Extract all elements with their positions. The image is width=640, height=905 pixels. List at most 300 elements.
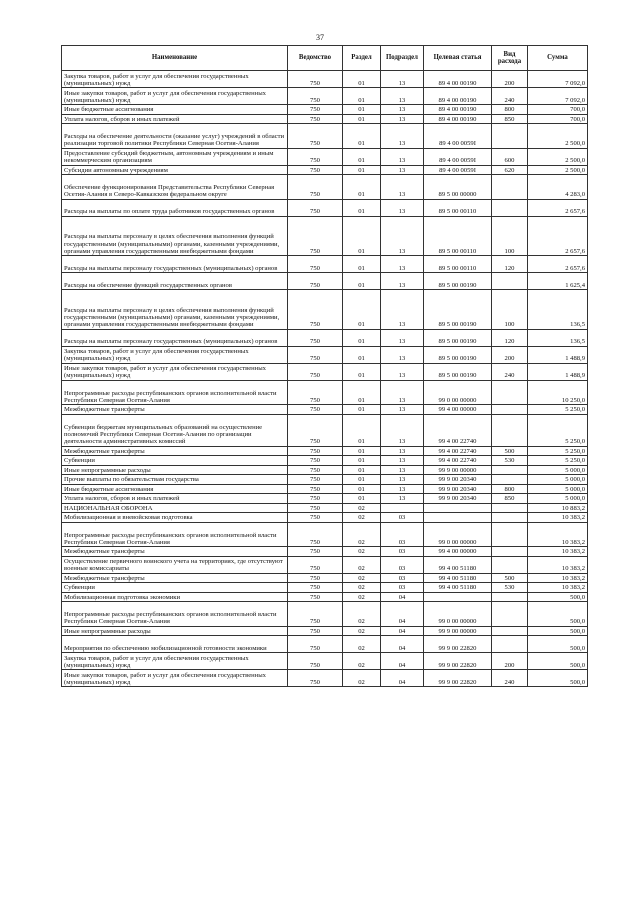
row-amount: 700,0 <box>528 114 588 124</box>
row-department: 750 <box>288 124 343 149</box>
row-section: 02 <box>343 670 381 687</box>
row-subsection: 13 <box>381 114 424 124</box>
row-subsection: 04 <box>381 602 424 627</box>
row-subsection: 13 <box>381 346 424 363</box>
row-subsection: 13 <box>381 199 424 216</box>
table-row <box>62 465 588 475</box>
row-subsection: 03 <box>381 513 424 523</box>
row-name: Расходы на выплаты персоналу в целях обеспечения выполнения функций государственными (муниципальными) органами, казенными учреждениями, органами управления государственными внебюджетными фондами <box>62 290 288 330</box>
row-target-item: 99 4 00 22740 <box>424 414 492 446</box>
row-section: 01 <box>343 175 381 200</box>
table-row <box>62 602 588 627</box>
row-amount: 500,0 <box>528 626 588 636</box>
row-department: 750 <box>288 216 343 256</box>
row-subsection: 13 <box>381 484 424 494</box>
table-row <box>62 105 588 115</box>
row-name: Иные бюджетные ассигнования <box>62 105 288 115</box>
header-name: Наименование <box>62 46 288 71</box>
row-section: 02 <box>343 547 381 557</box>
row-expense-type: 120 <box>492 256 528 273</box>
table-row <box>62 670 588 687</box>
row-amount: 10 383,2 <box>528 556 588 573</box>
table-row <box>62 484 588 494</box>
row-expense-type: 100 <box>492 216 528 256</box>
row-subsection: 03 <box>381 556 424 573</box>
row-amount: 2 500,0 <box>528 165 588 175</box>
table-row <box>62 329 588 346</box>
row-name: Иные закупки товаров, работ и услуг для обеспечения государственных (муниципальных) нужд <box>62 88 288 105</box>
row-section: 01 <box>343 414 381 446</box>
row-subsection: 04 <box>381 670 424 687</box>
row-expense-type: 120 <box>492 329 528 346</box>
row-name: Непрограммные расходы республиканских органов исполнительной власти Республики Северная Осетия-Алания <box>62 602 288 627</box>
row-subsection: 13 <box>381 446 424 456</box>
row-subsection: 13 <box>381 148 424 165</box>
row-amount: 1 625,4 <box>528 273 588 290</box>
row-section: 01 <box>343 199 381 216</box>
row-name: Межбюджетные трансферты <box>62 547 288 557</box>
row-subsection: 13 <box>381 165 424 175</box>
row-name: Расходы на обеспечение функций государственных органов <box>62 273 288 290</box>
row-section: 01 <box>343 346 381 363</box>
row-target-item: 99 9 00 20340 <box>424 475 492 485</box>
row-target-item: 89 5 00 00190 <box>424 273 492 290</box>
row-target-item: 99 9 00 00000 <box>424 626 492 636</box>
row-expense-type: 240 <box>492 88 528 105</box>
row-subsection: 13 <box>381 256 424 273</box>
row-section: 01 <box>343 105 381 115</box>
row-department: 750 <box>288 165 343 175</box>
row-amount: 10 383,2 <box>528 513 588 523</box>
row-department: 750 <box>288 670 343 687</box>
row-expense-type: 200 <box>492 71 528 88</box>
table-row <box>62 513 588 523</box>
row-department: 750 <box>288 602 343 627</box>
row-subsection: 13 <box>381 456 424 466</box>
row-target-item: 89 5 00 00190 <box>424 290 492 330</box>
row-target-item: 99 9 00 22820 <box>424 670 492 687</box>
row-subsection: 04 <box>381 592 424 602</box>
row-target-item: 99 9 00 20340 <box>424 484 492 494</box>
row-subsection: 13 <box>381 71 424 88</box>
table-row <box>62 475 588 485</box>
row-section: 01 <box>343 273 381 290</box>
row-department: 750 <box>288 71 343 88</box>
row-department: 750 <box>288 583 343 593</box>
row-target-item: 99 4 00 51180 <box>424 556 492 573</box>
row-subsection: 04 <box>381 626 424 636</box>
row-section: 02 <box>343 592 381 602</box>
row-section: 01 <box>343 465 381 475</box>
row-amount: 7 092,0 <box>528 88 588 105</box>
row-subsection: 13 <box>381 290 424 330</box>
row-expense-type: 200 <box>492 653 528 670</box>
row-amount: 4 283,0 <box>528 175 588 200</box>
row-section: 01 <box>343 256 381 273</box>
row-target-item: 99 9 00 22820 <box>424 636 492 653</box>
row-section: 02 <box>343 556 381 573</box>
row-expense-type <box>492 273 528 290</box>
row-expense-type <box>492 626 528 636</box>
row-section: 01 <box>343 329 381 346</box>
row-department: 750 <box>288 556 343 573</box>
row-target-item: 89 4 00 00190 <box>424 88 492 105</box>
row-expense-type <box>492 513 528 523</box>
header-subsection: Подраздел <box>381 46 424 71</box>
row-name: Расходы на выплаты персоналу государственных (муниципальных) органов <box>62 329 288 346</box>
row-section: 02 <box>343 653 381 670</box>
row-amount: 5 250,0 <box>528 414 588 446</box>
row-name: Иные бюджетные ассигнования <box>62 484 288 494</box>
row-subsection: 13 <box>381 414 424 446</box>
row-expense-type: 500 <box>492 573 528 583</box>
row-expense-type: 530 <box>492 583 528 593</box>
row-expense-type <box>492 547 528 557</box>
row-amount: 10 383,2 <box>528 573 588 583</box>
table-row <box>62 636 588 653</box>
row-name: Расходы на обеспечение деятельности (оказание услуг) учреждений в области реализации торговой политики Республики Северная Осетия-Алания <box>62 124 288 149</box>
table-row <box>62 556 588 573</box>
row-expense-type <box>492 522 528 547</box>
row-name: Иные закупки товаров, работ и услуг для обеспечения государственных (муниципальных) нужд <box>62 670 288 687</box>
row-amount: 2 657,6 <box>528 199 588 216</box>
row-name: Уплата налогов, сборов и иных платежей <box>62 114 288 124</box>
row-amount: 10 383,2 <box>528 583 588 593</box>
table-row <box>62 414 588 446</box>
row-department: 750 <box>288 256 343 273</box>
row-target-item: 99 4 00 22740 <box>424 446 492 456</box>
row-section: 01 <box>343 456 381 466</box>
row-department: 750 <box>288 405 343 415</box>
row-subsection: 13 <box>381 465 424 475</box>
row-expense-type: 240 <box>492 363 528 380</box>
row-amount: 2 657,6 <box>528 216 588 256</box>
row-subsection: 13 <box>381 329 424 346</box>
row-department: 750 <box>288 456 343 466</box>
row-amount: 10 250,0 <box>528 380 588 405</box>
table-row <box>62 148 588 165</box>
row-amount: 5 000,0 <box>528 484 588 494</box>
row-subsection: 03 <box>381 547 424 557</box>
row-subsection: 13 <box>381 88 424 105</box>
table-row <box>62 522 588 547</box>
row-target-item: 99 0 00 00000 <box>424 602 492 627</box>
table-row <box>62 165 588 175</box>
row-section: 01 <box>343 148 381 165</box>
row-name: Предоставление субсидий бюджетным, автономным учреждениям и иным некоммерческим организациям <box>62 148 288 165</box>
row-section: 02 <box>343 573 381 583</box>
row-name: Уплата налогов, сборов и иных платежей <box>62 494 288 504</box>
row-name: НАЦИОНАЛЬНАЯ ОБОРОНА <box>62 503 288 513</box>
table-row <box>62 494 588 504</box>
table-row <box>62 626 588 636</box>
row-amount: 5 000,0 <box>528 494 588 504</box>
row-section: 01 <box>343 405 381 415</box>
row-section: 01 <box>343 71 381 88</box>
row-department: 750 <box>288 175 343 200</box>
row-expense-type <box>492 405 528 415</box>
row-subsection: 13 <box>381 216 424 256</box>
row-amount: 500,0 <box>528 602 588 627</box>
row-name: Мероприятия по обеспечению мобилизационной готовности экономики <box>62 636 288 653</box>
row-name: Обеспечение функционирования Представительства Республики Северная Осетия-Алания в Северо-Кавказском федеральном округе <box>62 175 288 200</box>
row-department: 750 <box>288 329 343 346</box>
row-expense-type: 600 <box>492 148 528 165</box>
row-name: Межбюджетные трансферты <box>62 405 288 415</box>
row-expense-type: 800 <box>492 484 528 494</box>
row-section: 01 <box>343 165 381 175</box>
row-name: Иные непрограммные расходы <box>62 626 288 636</box>
row-department: 750 <box>288 636 343 653</box>
row-expense-type <box>492 465 528 475</box>
row-expense-type <box>492 124 528 149</box>
row-target-item: 89 4 00 0059I <box>424 165 492 175</box>
table-row <box>62 456 588 466</box>
row-expense-type: 530 <box>492 456 528 466</box>
row-target-item: 89 5 00 00110 <box>424 256 492 273</box>
row-name: Межбюджетные трансферты <box>62 573 288 583</box>
row-target-item: 99 4 00 22740 <box>424 456 492 466</box>
row-expense-type <box>492 380 528 405</box>
table-row <box>62 446 588 456</box>
row-amount: 500,0 <box>528 592 588 602</box>
row-department: 750 <box>288 363 343 380</box>
row-section: 01 <box>343 216 381 256</box>
header-section: Раздел <box>343 46 381 71</box>
row-subsection: 13 <box>381 363 424 380</box>
row-department: 750 <box>288 573 343 583</box>
row-subsection: 13 <box>381 475 424 485</box>
row-department: 750 <box>288 465 343 475</box>
row-target-item <box>424 592 492 602</box>
row-department: 750 <box>288 290 343 330</box>
header-expense-type: Вид расхода <box>492 46 528 71</box>
row-target-item: 89 5 00 00190 <box>424 363 492 380</box>
table-row <box>62 583 588 593</box>
row-name: Расходы на выплаты по оплате труда работников государственных органов <box>62 199 288 216</box>
row-section: 01 <box>343 475 381 485</box>
row-subsection <box>381 503 424 513</box>
table-row <box>62 71 588 88</box>
row-name: Иные закупки товаров, работ и услуг для обеспечения государственных (муниципальных) нужд <box>62 363 288 380</box>
row-expense-type <box>492 199 528 216</box>
row-name: Субсидии автономным учреждениям <box>62 165 288 175</box>
row-section: 01 <box>343 114 381 124</box>
row-department: 750 <box>288 148 343 165</box>
row-target-item <box>424 513 492 523</box>
row-subsection: 13 <box>381 105 424 115</box>
row-section: 01 <box>343 88 381 105</box>
table-row <box>62 256 588 273</box>
row-target-item: 99 9 00 20340 <box>424 494 492 504</box>
row-amount: 1 488,9 <box>528 346 588 363</box>
page-number: 37 <box>316 33 324 42</box>
row-section: 02 <box>343 602 381 627</box>
row-subsection: 04 <box>381 636 424 653</box>
row-section: 01 <box>343 363 381 380</box>
row-expense-type: 500 <box>492 446 528 456</box>
row-amount: 136,5 <box>528 290 588 330</box>
row-expense-type: 850 <box>492 494 528 504</box>
row-target-item: 89 4 00 0059I <box>424 148 492 165</box>
row-department: 750 <box>288 503 343 513</box>
row-expense-type <box>492 503 528 513</box>
table-row <box>62 175 588 200</box>
table-row <box>62 346 588 363</box>
row-department: 750 <box>288 199 343 216</box>
row-target-item: 89 5 00 00110 <box>424 199 492 216</box>
row-amount: 10 883,2 <box>528 503 588 513</box>
row-expense-type: 620 <box>492 165 528 175</box>
row-expense-type <box>492 636 528 653</box>
row-subsection: 03 <box>381 522 424 547</box>
header-target-item: Целевая статья <box>424 46 492 71</box>
row-section: 02 <box>343 503 381 513</box>
row-department: 750 <box>288 273 343 290</box>
row-target-item: 89 5 00 00190 <box>424 329 492 346</box>
row-department: 750 <box>288 446 343 456</box>
row-expense-type <box>492 602 528 627</box>
row-section: 01 <box>343 124 381 149</box>
row-amount: 7 092,0 <box>528 71 588 88</box>
row-department: 750 <box>288 484 343 494</box>
row-name: Иные непрограммные расходы <box>62 465 288 475</box>
row-section: 01 <box>343 494 381 504</box>
row-subsection: 03 <box>381 573 424 583</box>
row-expense-type <box>492 475 528 485</box>
row-name: Межбюджетные трансферты <box>62 446 288 456</box>
row-department: 750 <box>288 592 343 602</box>
table-row <box>62 503 588 513</box>
row-expense-type: 800 <box>492 105 528 115</box>
row-department: 750 <box>288 547 343 557</box>
row-expense-type <box>492 592 528 602</box>
row-section: 02 <box>343 583 381 593</box>
row-subsection: 13 <box>381 405 424 415</box>
row-amount: 5 000,0 <box>528 475 588 485</box>
row-amount: 5 250,0 <box>528 456 588 466</box>
row-amount: 500,0 <box>528 670 588 687</box>
row-subsection: 13 <box>381 380 424 405</box>
row-section: 02 <box>343 636 381 653</box>
row-section: 02 <box>343 626 381 636</box>
row-section: 01 <box>343 484 381 494</box>
row-name: Мобилизационная и вневойсковая подготовка <box>62 513 288 523</box>
table-row <box>62 88 588 105</box>
row-amount: 2 500,0 <box>528 124 588 149</box>
row-target-item: 89 4 00 0059I <box>424 124 492 149</box>
row-subsection: 13 <box>381 494 424 504</box>
row-name: Закупка товаров, работ и услуг для обеспечения государственных (муниципальных) нужд <box>62 653 288 670</box>
row-target-item: 99 9 00 22820 <box>424 653 492 670</box>
row-amount: 1 488,9 <box>528 363 588 380</box>
row-target-item: 99 4 00 51180 <box>424 583 492 593</box>
row-amount: 136,5 <box>528 329 588 346</box>
row-section: 01 <box>343 290 381 330</box>
row-amount: 10 383,2 <box>528 547 588 557</box>
row-name: Субвенции <box>62 456 288 466</box>
row-name: Непрограммные расходы республиканских органов исполнительной власти Республики Северная Осетия-Алания <box>62 522 288 547</box>
table-header-row <box>62 46 588 71</box>
table-row <box>62 124 588 149</box>
row-subsection: 13 <box>381 124 424 149</box>
row-department: 750 <box>288 88 343 105</box>
row-name: Осуществление первичного воинского учета на территориях, где отсутствуют военные комиссариаты <box>62 556 288 573</box>
row-expense-type: 240 <box>492 670 528 687</box>
row-name: Закупка товаров, работ и услуг для обеспечения государственных (муниципальных) нужд <box>62 346 288 363</box>
row-amount: 2 500,0 <box>528 148 588 165</box>
row-target-item: 99 4 00 51180 <box>424 573 492 583</box>
row-expense-type <box>492 414 528 446</box>
row-target-item: 89 4 00 00190 <box>424 114 492 124</box>
row-amount: 10 383,2 <box>528 522 588 547</box>
table-row <box>62 573 588 583</box>
table-row <box>62 547 588 557</box>
table-row <box>62 380 588 405</box>
row-target-item: 99 0 00 00000 <box>424 522 492 547</box>
row-amount: 500,0 <box>528 636 588 653</box>
table-row <box>62 653 588 670</box>
row-section: 01 <box>343 380 381 405</box>
row-department: 750 <box>288 380 343 405</box>
row-amount: 700,0 <box>528 105 588 115</box>
row-name: Расходы на выплаты персоналу государственных (муниципальных) органов <box>62 256 288 273</box>
row-section: 01 <box>343 446 381 456</box>
row-target-item: 99 4 00 00000 <box>424 547 492 557</box>
row-name: Субвенции бюджетам муниципальных образований на осуществление полномочий Республики Северная Осетия-Алания по организации деятельности административных комиссий <box>62 414 288 446</box>
row-target-item: 99 0 00 00000 <box>424 380 492 405</box>
table-row <box>62 199 588 216</box>
row-target-item: 89 5 00 00000 <box>424 175 492 200</box>
row-department: 750 <box>288 522 343 547</box>
row-expense-type: 850 <box>492 114 528 124</box>
row-amount: 2 657,6 <box>528 256 588 273</box>
row-department: 750 <box>288 475 343 485</box>
row-expense-type: 100 <box>492 290 528 330</box>
header-amount: Сумма <box>528 46 588 71</box>
row-subsection: 03 <box>381 583 424 593</box>
row-name: Субвенции <box>62 583 288 593</box>
row-subsection: 04 <box>381 653 424 670</box>
row-subsection: 13 <box>381 175 424 200</box>
table-row <box>62 273 588 290</box>
row-name: Мобилизационная подготовка экономики <box>62 592 288 602</box>
table-row <box>62 405 588 415</box>
table-row <box>62 114 588 124</box>
table-row <box>62 290 588 330</box>
table-row <box>62 363 588 380</box>
row-target-item: 89 5 00 00110 <box>424 216 492 256</box>
row-section: 02 <box>343 522 381 547</box>
row-amount: 5 250,0 <box>528 405 588 415</box>
row-name: Расходы на выплаты персоналу в целях обеспечения выполнения функций государственными (муниципальными) органами, казенными учреждениями, органами управления государственными внебюджетными фондами <box>62 216 288 256</box>
row-expense-type <box>492 556 528 573</box>
table-row <box>62 216 588 256</box>
row-target-item: 89 5 00 00190 <box>424 346 492 363</box>
header-department: Ведомство <box>288 46 343 71</box>
table-row <box>62 592 588 602</box>
row-name: Закупка товаров, работ и услуг для обеспечения государственных (муниципальных) нужд <box>62 71 288 88</box>
row-subsection: 13 <box>381 273 424 290</box>
row-department: 750 <box>288 626 343 636</box>
row-amount: 5 250,0 <box>528 446 588 456</box>
row-department: 750 <box>288 114 343 124</box>
row-expense-type <box>492 175 528 200</box>
row-department: 750 <box>288 653 343 670</box>
row-department: 750 <box>288 513 343 523</box>
row-department: 750 <box>288 346 343 363</box>
row-amount: 500,0 <box>528 653 588 670</box>
